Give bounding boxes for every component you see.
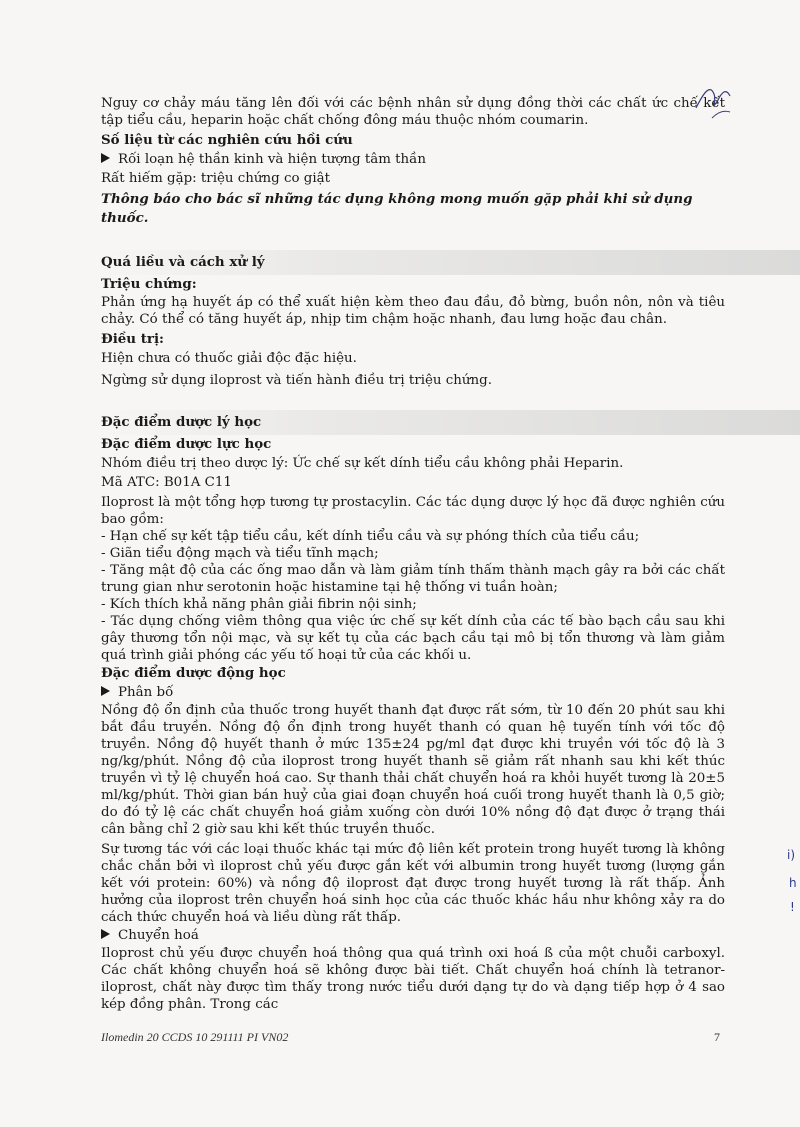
- treatment-heading: Điều trị:: [101, 331, 164, 347]
- retro-bullet-label: Rối loạn hệ thần kinh và hiện tượng tâm thần: [118, 152, 427, 167]
- distribution-paragraph-1: Nồng độ ổn định của thuốc trong huyết thanh đạt được rất sớm, từ 10 đến 20 phút sau khi bắt đầu truyền. Nồng độ ổn định trong huyết thanh có quan hệ tuyến tính với tốc độ truyền. Nồng độ huyết thanh ở mức 135±24 pg/ml đạt được khi truyền với tốc độ là 3 ng/kg/phút. Nồng độ của iloprost trong huyết thanh sẽ giảm rất nhanh sau khi kết thúc truyền vì tỷ lệ chuyển hoá cao. Sự thanh thải chất chuyển hoá ra khỏi huyết tương là 20±5 ml/kg/phút. Thời gian bán huỷ của giai đoạn chuyển hoá cuối trong huyết thanh là 0,5 giờ; do đó tỷ lệ các chất chuyển hoá giảm xuống còn dưới 10% nồng độ đạt được ở trạng thái cân bằng chỉ 2 giờ sau khi kết thúc truyền thuốc.: [101, 703, 725, 837]
- pharmacology-intro: Iloprost là một tổng hợp tương tự prostacylin. Các tác dụng dược lý học đã được nghiên cứu bao gồm:: [101, 495, 725, 527]
- page-content: [101, 95, 725, 1013]
- triangle-bullet-icon: [101, 929, 110, 939]
- margin-mark: !: [790, 900, 795, 914]
- metabolism-paragraph-1: Iloprost chủ yếu được chuyển hoá thông qua quá trình oxi hoá ß của một chuỗi carboxyl. Các chất không chuyển hoá sẽ không được bài tiết. Chất chuyển hoá chính là tetranor-iloprost, chất này được tìm thấy trong nước tiểu dưới dạng tự do và dạng tiếp hợp ở 4 sao kép đồng phân. Trong các: [101, 946, 725, 1012]
- triangle-bullet-icon: [101, 686, 110, 696]
- effect-item: - Tăng mật độ của các ống mao dẫn và làm giảm tính thấm thành mạch gây ra bởi các chất trung gian như serotonin hoặc histamine tại hệ thống vi tuần hoàn;: [101, 563, 725, 595]
- margin-mark: h: [789, 876, 797, 890]
- retro-bullet: [101, 150, 725, 169]
- distribution-label: Phân bố: [118, 685, 174, 700]
- symptoms-text: Phản ứng hạ huyết áp có thể xuất hiện kèm theo đau đầu, đỏ bừng, buồn nôn, nôn và tiêu chảy. Có thể có tăng huyết áp, nhịp tim chậm hoặc nhanh, đau lưng hoặc đau chân.: [101, 295, 725, 327]
- margin-mark: i): [787, 848, 796, 862]
- treatment-line-1: Hiện chưa có thuốc giải độc đặc hiệu.: [101, 351, 357, 366]
- therapeutic-group: Nhóm điều trị theo dược lý: Ức chế sự kết dính tiểu cầu không phải Heparin.: [101, 456, 624, 471]
- distribution-paragraph-2: Sự tương tác với các loại thuốc khác tại mức độ liên kết protein trong huyết tương là không chắc chắn bởi vì iloprost chủ yếu được gắn kết với albumin trong huyết tương (lượng gắn kết với protein: 60%) và nồng độ iloprost đạt được trong huyết tương là rất thấp. Ảnh hưởng của iloprost trên chuyển hoá sinh học của các thuốc khác hầu như không xảy ra do cách thức chuyển hoá và liều dùng rất thấp.: [101, 842, 725, 925]
- overdose-heading: Quá liều và cách xử lý: [99, 250, 800, 275]
- atc-code: Mã ATC: B01A C11: [101, 475, 232, 490]
- page-number: 7: [714, 1030, 720, 1044]
- document-code: Ilomedin 20 CCDS 10 291111 PI VN02: [101, 1030, 289, 1044]
- handwritten-signature-icon: [690, 78, 740, 128]
- effect-item: - Giãn tiểu động mạch và tiểu tĩnh mạch;: [101, 546, 379, 561]
- retro-studies-heading: Số liệu từ các nghiên cứu hồi cứu: [101, 132, 353, 148]
- doctor-notice: Thông báo cho bác sĩ những tác dụng không mong muốn gặp phải khi sử dụng thuốc.: [101, 191, 693, 226]
- pharmacodynamics-heading: Đặc điểm dược lực học: [101, 436, 272, 452]
- treatment-line-2: Ngừng sử dụng iloprost và tiến hành điều trị triệu chứng.: [101, 373, 493, 388]
- effect-item: - Kích thích khả năng phân giải fibrin nội sinh;: [101, 597, 417, 612]
- metabolism-label: Chuyển hoá: [118, 928, 199, 943]
- pharmacokinetics-heading: Đặc điểm dược động học: [101, 665, 286, 681]
- effect-item: - Tác dụng chống viêm thông qua việc ức chế sự kết dính của các tế bào bạch cầu sau khi gây thương tổn nội mạc, và sự kết tụ của các bạch cầu tại mô bị tổn thương và làm giảm quá trình giải phóng các yếu tố hoại tử của các khối u.: [101, 614, 725, 663]
- bleeding-risk-paragraph: Nguy cơ chảy máu tăng lên đối với các bệnh nhân sử dụng đồng thời các chất ức chế kết tập tiểu cầu, heparin hoặc chất chống đông máu thuộc nhóm coumarin.: [101, 96, 725, 128]
- symptoms-heading: Triệu chứng:: [101, 276, 197, 292]
- metabolism-heading: [101, 926, 725, 945]
- distribution-heading: [101, 683, 725, 702]
- retro-line: Rất hiếm gặp: triệu chứng co giật: [101, 171, 331, 186]
- pharmacology-heading: Đặc điểm dược lý học: [99, 410, 800, 435]
- effect-item: - Hạn chế sự kết tập tiểu cầu, kết dính tiểu cầu và sự phóng thích của tiểu cầu;: [101, 529, 640, 544]
- triangle-bullet-icon: [101, 153, 110, 163]
